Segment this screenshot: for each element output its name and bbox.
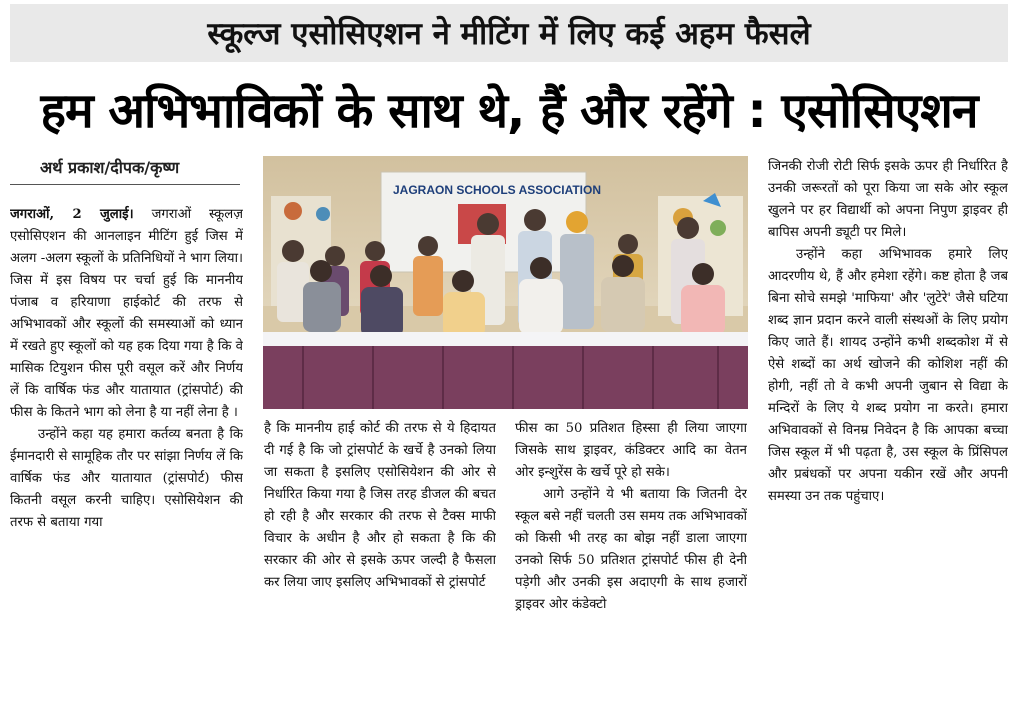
main-headline: हम अभिभाविकों के साथ थे, हैं और रहेंगे : एसोसिएशन xyxy=(40,82,978,139)
byline-divider xyxy=(10,184,240,185)
tablecloth xyxy=(263,346,748,409)
article-column-3 xyxy=(515,418,747,692)
kicker-headline: स्कूल्ज एसोसिएशन ने मीटिंग में लिए कई अहम फैसले xyxy=(10,4,1008,62)
table-top xyxy=(263,332,748,346)
banner-text: JAGRAON SCHOOLS ASSOCIATION xyxy=(393,183,602,197)
dateline: जगराओं, 2 जुलाई। xyxy=(10,207,134,222)
article-column-2 xyxy=(264,418,496,692)
paragraph: जिनकी रोजी रोटी सिर्फ इसके ऊपर ही निर्धारित है उनकी जरूरतों को पूरा किया जा सके ओर स्कूल खुलने पर हर विद्यार्थी को अपना निपुण ड्राइवर ही बापिस अपनी ड्यूटी पर मिले। xyxy=(768,159,1008,240)
paragraph: है कि माननीय हाई कोर्ट की तरफ से ये हिदायत दी गई है कि जो ट्रांसपोर्ट के खर्चे है उनको लिया जा सकता है इसलिए एसोसियेशन की ओर से निर्धारित किया गया है जिस तरह डीजल की बचत हो रही है और सरकार की तरफ से टैक्स माफी विचार के अधीन है और हो सकता है कि की सरकार की ओर से इसके ऊपर जल्दी है फैसला कर लिया जाए इसलिए अभिभावकों से ट्रांसपोर्ट xyxy=(264,421,496,590)
article-column-1 xyxy=(10,204,243,692)
paragraph: फीस का 50 प्रतिशत हिस्सा ही लिया जाएगा जिसके साथ ड्राइवर, कंडिक्टर आदि का वेतन ओर इन्शुरेंस के खर्चे पूरे हो सके। xyxy=(515,421,747,480)
byline: अर्थ प्रकाश/दीपक/कृष्ण xyxy=(40,158,180,177)
paragraph-text: जगराओं स्कूलज़ एसोसिएशन की आनलाइन मीटिंग हुई जिस में अलग -अलग स्कूलों के प्रतिनिधियों ने भाग लिया। जिस में इस विषय पर चर्चा हुई कि माननीय पंजाब व हरियाणा हाईकोर्ट की तरफ से अभिभावकों और स्कूलों की समस्याओं को ध्यान में रखते हुए स्कूलों को यह हक दिया गया है कि वे मासिक टियुशन फीस पूरी वसूल करें और निर्णय लें कि वार्षिक फंड और यातायात (ट्रांसपोर्ट) की फीस के कितने भाग को लेना है या नहीं लेना है । xyxy=(10,207,243,420)
paragraph xyxy=(10,204,243,424)
article-column-4 xyxy=(768,156,1008,692)
meeting-photo xyxy=(263,156,748,409)
paragraph: आगे उन्होंने ये भी बताया कि जितनी देर स्कूल बसे नहीं चलती उस समय तक अभिभावकों को किसी भी तरह का बोझ नहीं डाला जाएगा उनको सिर्फ 50 प्रतिशत ट्रांसपोर्ट फीस ही देनी पड़ेगी और उनकी इस अदाएगी के साथ हजारों ड्राइवर ओर कंडेक्टो xyxy=(515,487,747,612)
paragraph: उन्होंने कहा यह हमारा कर्तव्य बनता है कि ईमानदारी से सामूहिक तौर पर सांझा निर्णय लें कि वार्षिक फंड और यातायात (ट्रांसपोर्ट) फीस कितनी वसूल करनी चाहिए। एसोसियेशन की तरफ से बताया गया xyxy=(10,427,243,530)
paragraph: उन्होंने कहा अभिभावक हमारे लिए आदरणीय थे, हैं और हमेशा रहेंगे। कष्ट होता है जब बिना सोचे समझे 'माफिया' और 'लुटेरे' जैसे घटिया शब्द ज्ञान प्रदान करने वाली संस्थओं के लिए प्रयोग किए जाते हैं। शायद उन्होंने कभी शब्दकोश में से ऐसे शब्दों का अर्थ खोजने की कोशिश नहीं की होगी, नहीं तो वे कभी अपनी जुबान से विद्या के मन्दिरों के लिए ये शब्द प्रयोग ना करते। हमारा अभिवावकों से विनम्र निवेदन है कि आपका बच्चा जिस स्कूल में भी पढ़ता है, उस स्कूल के प्रिंसिपल और प्रबंधकों पर अपना यकीन रखें और अपनी समस्या उन तक पहुंचाए। xyxy=(768,247,1008,504)
